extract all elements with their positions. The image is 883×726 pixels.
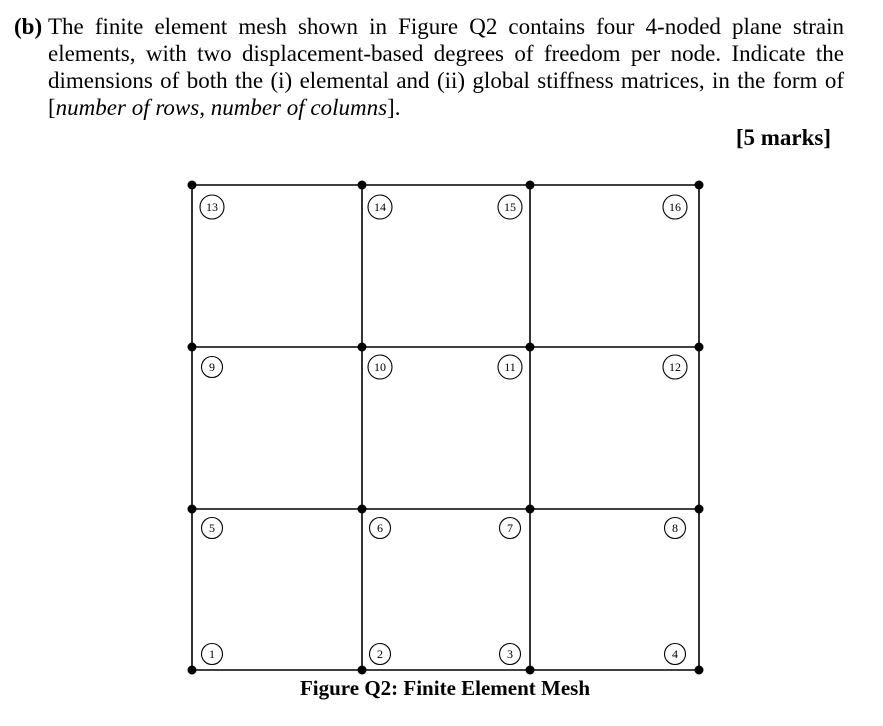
node-label-text: 2 xyxy=(377,647,383,662)
node-label-text: 9 xyxy=(209,360,215,375)
node-label-10 xyxy=(368,355,392,379)
question-label: (b) xyxy=(14,14,43,39)
node-label-9 xyxy=(202,357,223,378)
node-label-text: 7 xyxy=(507,521,513,536)
node-dot xyxy=(358,343,367,352)
node-label-7 xyxy=(500,518,521,539)
node-label-text: 1 xyxy=(209,647,215,662)
node-label-text: 5 xyxy=(209,521,215,536)
node-label-13 xyxy=(200,195,224,219)
node-label-text: 4 xyxy=(672,647,678,662)
node-label-text: 12 xyxy=(669,360,681,375)
node-dot xyxy=(526,505,535,514)
node-label-4 xyxy=(665,644,686,665)
question-text-main: The finite element mesh shown in Figure Q2 contains four 4-noded plane strain elements, with two displacement-based degrees of freedom per node. Indicate the dimensions of both the (i) elemental and (ii) global stiffness matrices, in the form of [ xyxy=(48,14,844,120)
node-dot xyxy=(695,343,704,352)
node-dot xyxy=(358,666,367,675)
node-label-text: 3 xyxy=(507,647,513,662)
node-dot xyxy=(188,181,197,190)
node-label-16 xyxy=(663,195,687,219)
node-label-text: 10 xyxy=(374,360,386,375)
node-dot xyxy=(695,666,704,675)
node-label-text: 16 xyxy=(669,200,681,215)
node-label-1 xyxy=(202,644,223,665)
node-label-text: 6 xyxy=(377,521,383,536)
question-text-italic: number of rows, number of columns xyxy=(55,95,388,120)
node-dot xyxy=(526,181,535,190)
question-text-end: ]. xyxy=(387,95,401,120)
node-dot xyxy=(695,505,704,514)
node-label-14 xyxy=(368,195,392,219)
node-dot xyxy=(526,666,535,675)
node-label-text: 13 xyxy=(206,200,218,215)
node-dot xyxy=(188,505,197,514)
node-label-11 xyxy=(498,355,522,379)
node-label-2 xyxy=(370,644,391,665)
figure-caption: Figure Q2: Finite Element Mesh xyxy=(299,676,591,700)
node-dot xyxy=(358,505,367,514)
node-label-5 xyxy=(202,518,223,539)
mesh-node-dots xyxy=(188,181,704,675)
node-label-8 xyxy=(665,518,686,539)
node-label-12 xyxy=(663,355,687,379)
node-label-text: 8 xyxy=(672,521,678,536)
node-label-text: 11 xyxy=(504,360,516,375)
node-dot xyxy=(358,181,367,190)
node-label-text: 14 xyxy=(374,200,386,215)
node-label-15 xyxy=(498,195,522,219)
mesh-grid xyxy=(192,185,699,670)
mesh-node-labels xyxy=(200,195,687,665)
node-dot xyxy=(188,666,197,675)
node-label-3 xyxy=(500,644,521,665)
node-dot xyxy=(526,343,535,352)
node-dot xyxy=(188,343,197,352)
node-label-text: 15 xyxy=(504,200,516,215)
node-label-6 xyxy=(370,518,391,539)
marks-label: [5 marks] xyxy=(735,125,831,150)
node-dot xyxy=(695,181,704,190)
